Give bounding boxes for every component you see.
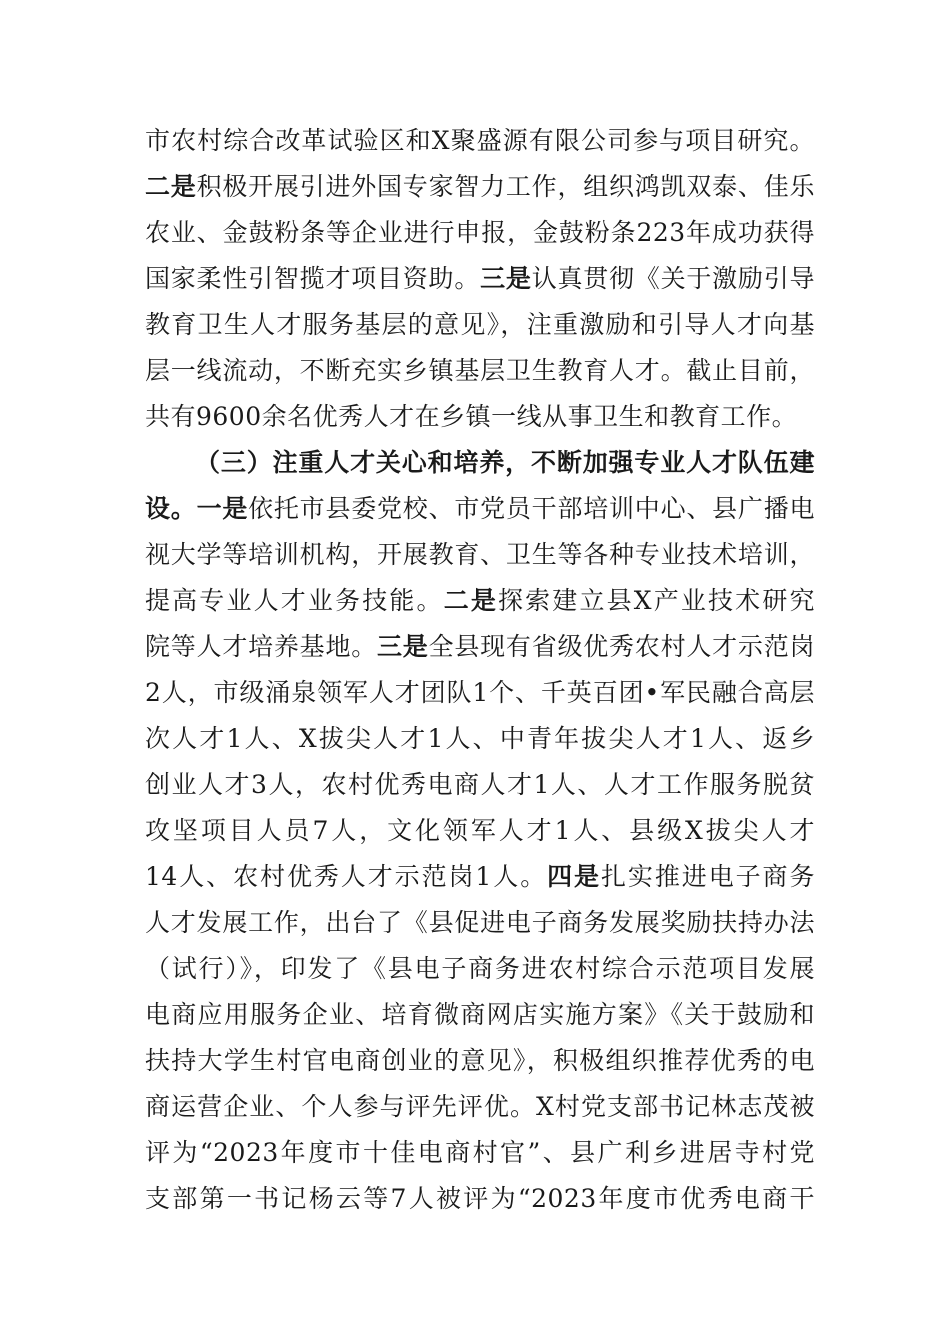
text-run: 全县现有省级优秀农村人才示范岗	[428, 632, 815, 661]
text-line	[145, 992, 815, 1038]
text-line	[145, 348, 815, 394]
text-run: 提高专业人才业务技能。	[145, 586, 444, 615]
text-line	[145, 532, 815, 578]
text-run: 扎实推进电子商务	[600, 862, 815, 891]
text-run: 积极开展引进外国专家智力工作，组织鸿凯双泰、佳乐	[196, 172, 815, 201]
text-line	[145, 578, 815, 624]
text-run: 2人，市级涌泉领军人才团队1个、千英百团•军民融合高层	[145, 678, 815, 707]
text-run: 创业人才3人，农村优秀电商人才1人、人才工作服务脱贫	[145, 770, 815, 799]
body-text	[145, 118, 815, 1222]
bold-text-run: 二是	[443, 586, 498, 615]
text-run: 视大学等培训机构，开展教育、卫生等各种专业技术培训，	[145, 540, 815, 569]
text-line	[145, 486, 815, 532]
text-line	[145, 256, 815, 302]
text-line	[145, 302, 815, 348]
text-line	[145, 164, 815, 210]
text-line	[145, 946, 815, 992]
text-run: 农业、金鼓粉条等企业进行申报，金鼓粉条223年成功获得	[145, 218, 815, 247]
text-line	[145, 1176, 815, 1222]
text-run: 探索建立县X产业技术研究	[498, 586, 815, 615]
text-run: 次人才1人、X拔尖人才1人、中青年拔尖人才1人、返乡	[145, 724, 815, 753]
text-line	[145, 854, 815, 900]
text-run: 国家柔性引智揽才项目资助。	[145, 264, 481, 293]
text-run: 商运营企业、个人参与评先评优。X村党支部书记林志茂被	[145, 1092, 815, 1121]
text-run: 电商应用服务企业、培育微商网店实施方案》《关于鼓励和	[145, 1000, 815, 1029]
bold-text-run: 一是	[196, 494, 249, 523]
text-line	[145, 210, 815, 256]
bold-text-run: 二是	[145, 172, 197, 201]
text-run: 共有9600余名优秀人才在乡镇一线从事卫生和教育工作。	[145, 402, 798, 431]
text-line	[145, 394, 815, 440]
text-run: 扶持大学生村官电商创业的意见》，积极组织推荐优秀的电	[145, 1046, 815, 1075]
text-run: 依托市县委党校、市党员干部培训中心、县广播电	[248, 494, 815, 523]
text-line	[145, 440, 815, 486]
text-line	[145, 716, 815, 762]
text-line	[145, 900, 815, 946]
text-run: 市农村综合改革试验区和X聚盛源有限公司参与项目研究。	[145, 126, 815, 155]
text-line	[145, 762, 815, 808]
text-line	[145, 670, 815, 716]
text-line	[145, 1130, 815, 1176]
bold-text-run: 设。	[145, 494, 197, 523]
text-line	[145, 1084, 815, 1130]
text-line	[145, 624, 815, 670]
text-run: 人才发展工作，出台了《县促进电子商务发展奖励扶持办法	[145, 908, 815, 937]
text-run: 教育卫生人才服务基层的意见》，注重激励和引导人才向基	[145, 310, 815, 339]
text-line	[145, 118, 815, 164]
text-line	[145, 1038, 815, 1084]
text-run: 评为“2023年度市十佳电商村官”、县广利乡进居寺村党	[145, 1138, 815, 1167]
text-run: 攻坚项目人员7人，文化领军人才1人、县级X拔尖人才	[145, 816, 815, 845]
text-run: 14人、农村优秀人才示范岗1人。	[145, 862, 548, 891]
text-run: 层一线流动，不断充实乡镇基层卫生教育人才。截止目前，	[145, 356, 815, 385]
text-run: 院等人才培养基地。	[145, 632, 378, 661]
bold-text-run: 三是	[377, 632, 429, 661]
bold-text-run: （三）注重人才关心和培养，不断加强专业人才队伍建	[195, 448, 815, 477]
text-run: 认真贯彻《关于激励引导	[531, 264, 815, 293]
text-run: （试行）》，印发了《县电子商务进农村综合示范项目发展	[145, 954, 815, 983]
bold-text-run: 三是	[480, 264, 532, 293]
bold-text-run: 四是	[547, 862, 601, 891]
text-line	[145, 808, 815, 854]
text-run: 支部第一书记杨云等7人被评为“2023年度市优秀电商干	[145, 1184, 815, 1213]
